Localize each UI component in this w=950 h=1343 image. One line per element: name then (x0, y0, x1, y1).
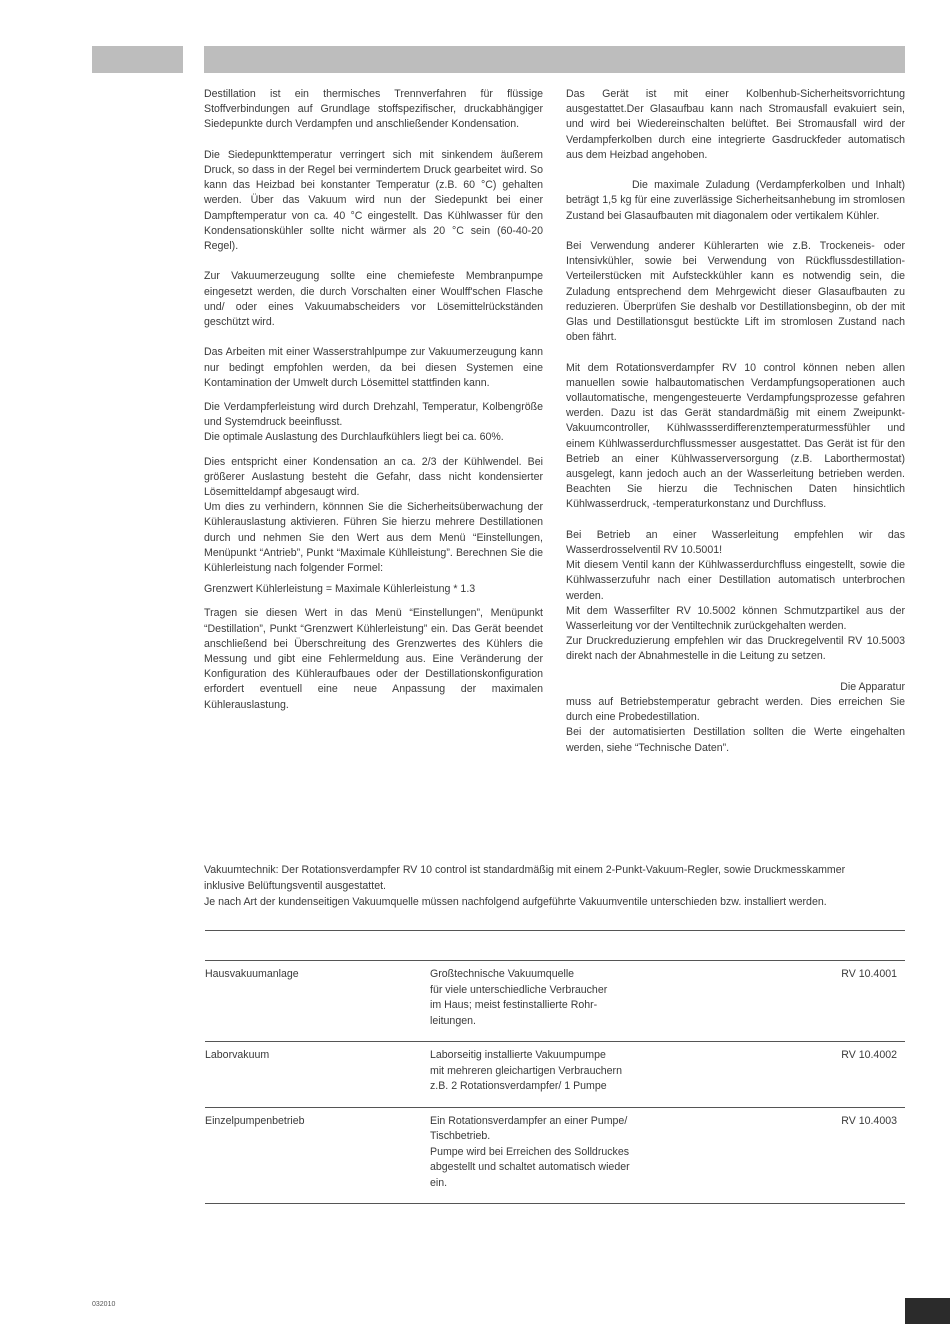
text-ventil: Mit diesem Ventil kann der Kühlwasserdurchfluss eingestellt, sowie die Kühlwasserzufuhr nach einer Destillation automatisch unterbrochen werden. (566, 559, 905, 602)
desc-line: Pumpe wird bei Erreichen des Solldruckes (430, 1145, 630, 1158)
row-description (430, 1114, 660, 1204)
text-kondensation: Dies entspricht einer Kondensation an ca. 2/3 der Kühlwendel. Bei größerer Auslastung besteht die Gefahr, dass nicht kondensierter Lösemitteldampf abgesaugt wird. (204, 455, 543, 499)
paragraph-kolbenhub: Das Gerät ist mit einer Kolbenhub-Sicherheitsvorrichtung ausgestattet.Der Glasaufbau kann nach Stromausfall evakuiert sein, und wird bei Wiedereinschalten belüftet. Bei Stromausfall wird der Verdampferkolben durch eine integrierte Gasdruckfeder automatisch aus dem Heizbad angehoben. (566, 88, 905, 161)
row-code: RV 10.4002 (841, 1049, 897, 1061)
desc-line: Ein Rotationsverdampfer an einer Pumpe/ (430, 1114, 628, 1127)
desc-line: Tischbetrieb. (430, 1130, 491, 1142)
paragraph-kuehlerarten: Bei Verwendung anderer Kühlerarten wie z.B. Trockeneis- oder Intensivkühler, sowie bei Verwendung von Rückflussdestillation-Verteilerstücken mit Aufsteckkühler kann es notwendig sein, die Zuladung entsprechend dem Mehrgewicht dieser Glasaufbauten zu reduzieren. Überprüfen Sie deshalb vor Destillationsbeginn, ob der mit Glas und Destillationsgut bestückte Lift im stromlosen Zustand nach oben fährt. (566, 240, 905, 344)
row-code: RV 10.4001 (841, 968, 897, 980)
text-drosselventil: Bei Betrieb an einer Wasserleitung empfehlen wir das Wasserdrosselventil RV 10.5001! (566, 528, 905, 557)
desc-line: im Haus; meist festinstallierte Rohr- (430, 999, 598, 1011)
desc-line: Großtechnische Vakuumquelle (430, 968, 575, 980)
table-row (205, 1041, 905, 1107)
row-name: Laborvakuum (205, 1049, 270, 1061)
table-row (205, 1107, 905, 1205)
header-bar-left (92, 46, 183, 73)
text-druckregelventil: Zur Druckreduzierung empfehlen wir das Druckregelventil RV 10.5003 direkt nach der Abnahmestelle in die Leitung zu setzen. (566, 635, 905, 663)
intro-line-3: Je nach Art der kundenseitigen Vakuumquelle müssen nachfolgend aufgeführte Vakuumventile unterschieden bzw. installiert werden. (204, 896, 827, 908)
row-name: Hausvakuumanlage (205, 968, 299, 980)
right-text-column (566, 87, 905, 771)
table-row (205, 960, 905, 1041)
desc-line: mit mehreren gleichartigen Verbrauchern (430, 1064, 622, 1077)
paragraph-wasserleitung (566, 528, 905, 665)
paragraph-vakuumerzeugung: Zur Vakuumerzeugung sollte eine chemiefeste Membranpumpe eingesetzt werden, die durch Vorschalten einer Woulff'schen Flasche und/ oder eines Vakuumabscheiders vor Lösemittelrückständen geschützt wird. (204, 270, 543, 329)
row-description (430, 1048, 660, 1107)
paragraph-verdampferleistung (204, 400, 543, 446)
desc-line: z.B. 2 Rotationsverdampfer/ 1 Pumpe (430, 1080, 607, 1092)
desc-line: für viele unterschiedliche Verbraucher (430, 983, 608, 996)
page-number-box (905, 1298, 950, 1324)
row-name: Einzelpumpenbetrieb (205, 1114, 305, 1127)
paragraph-wasserstrahlpumpe: Das Arbeiten mit einer Wasserstrahlpumpe zur Vakuumerzeugung kann nur bedingt empfohlen werden, da bei diesen Systemen eine Kontamination der Umwelt durch Lösemittel stattfinden kann. (204, 346, 543, 389)
paragraph-siedepunkt: Die Siedepunkttemperatur verringert sich mit sinkendem äußerem Druck, so dass in der Regel bei vermindertem Druck gearbeitet wird. So kann das Heizbad bei konstanter Temperatur (z.B. 60 °C) gehalten werden. Über das Vakuum wird nun der Siedepunkt bei einer Dampftemperatur von ca. 40 °C eingestellt. Das Kühlwasser für den Kondensationskühler sollte nicht wärmer als 20 °C sein (60-40-20 Regel). (204, 148, 543, 253)
desc-line: abgestellt und schaltet automatisch wieder (430, 1161, 630, 1173)
vakuumventile-table (205, 960, 905, 1204)
desc-line: Laborseitig installierte Vakuumpumpe (430, 1049, 606, 1061)
paragraph-grenzwert: Tragen sie diesen Wert in das Menü “Einstellungen”, Menüpunkt “Destillation”, Punkt “Grenzwert Kühlerleistung” ein. Das Gerät beendet anschließend bei Überschreitung des Grenzwertes des Kühlers die Messung und gibt eine Fehlermeldung aus. Eine Veränderung der Konfiguration des Kühleraufbaues oder der Destillationskonfiguration erfordert eventuell eine neue Anpassung der maximalen Kühlerauslastung. (204, 607, 543, 711)
table-top-rule (205, 930, 905, 931)
vakuumtechnik-intro (204, 862, 905, 910)
text-auslastung: Die optimale Auslastung des Durchlaufkühlers liegt bei ca. 60%. (204, 431, 504, 444)
left-text-column (204, 87, 543, 728)
text-betriebstemperatur: muss auf Betriebstemperatur gebracht werden. Dies erreichen Sie durch eine Probedestillation. (566, 696, 905, 724)
row-code: RV 10.4003 (841, 1114, 897, 1127)
text-technische-daten: Bei der automatisierten Destillation sollten die Werte eingehalten werden, siehe “Technische Daten”. (566, 726, 905, 754)
text-wasserfilter: Mit dem Wasserfilter RV 10.5002 können Schmutzpartikel aus der Wasserleitung vor der Ventiltechnik zurückgehalten werden. (566, 604, 905, 633)
text-verdampferleistung: Die Verdampferleistung wird durch Drehzahl, Temperatur, Kolbengröße und Systemdruck beeinflusst. (204, 401, 543, 429)
intro-line-1: Vakuumtechnik: Der Rotationsverdampfer RV 10 control ist standardmäßig mit einem 2-Punkt-Vakuum-Regler, sowie Druckmesskammer (204, 864, 846, 876)
paragraph-zuladung (566, 178, 905, 224)
intro-line-2: inklusive Belüftungsventil ausgestattet. (204, 880, 386, 892)
document-code: 032010 (92, 1301, 116, 1308)
formula-kuehlerleistung: Grenzwert Kühlerleistung = Maximale Kühlerleistung * 1.3 (204, 583, 476, 596)
text-apparatur: Die Apparatur (840, 680, 905, 693)
row-description (430, 967, 660, 1041)
text-sicherheitsueberwachung: Um dies zu verhindern, könnnen Sie die Sicherheitsüberwachung der Kühlerauslastung aktivieren. Führen Sie hierzu mehrere Destillationen durch und nehmen Sie den Wert aus dem Menü “Einstellungen, Menüpunkt “Antrieb”, Punkt “Maximale Kühlleistung”. Berechnen Sie die Kühlerleistung nach folgender Formel: (204, 501, 543, 575)
paragraph-destillation: Destillation ist ein thermisches Trennverfahren für flüssige Stoffverbindungen auf Grundlage stoffspezifischer, druckabhängiger Siedepunkte durch Verdampfen und anschließender Kondensation. (204, 88, 543, 131)
paragraph-kondensation (204, 455, 543, 577)
header-bar-right (204, 46, 905, 73)
desc-line: leitungen. (430, 1014, 476, 1027)
paragraph-rv10-control: Mit dem Rotationsverdampfer RV 10 control können neben allen manuellen sowie halbautomatischen Verdampfungsoperationen auch vollautomatische, mengengesteuerte Verdampfungsprozesse gefahren werden. Dazu ist das Gerät standardmäßig mit einem Zweipunkt-Vakuumcontroller, Kühlwassserdifferenztemperaturmessfühler und einem Kühlwasserdurchflussmesser ausgestattet. Das Gerät ist für den Betrieb an einer Kühlwasserversorgung (z.B. Laborthermostat) ausgelegt, kann jedoch auch an der Wasserleitung betrieben werden. Beachten Sie hierzu die Technischen Daten hinsichtlich Kühlwasserdruck, -temperaturkonstanz und Durchfluss. (566, 361, 905, 511)
paragraph-apparatur (566, 680, 905, 756)
desc-line: ein. (430, 1176, 448, 1189)
text-zuladung: Die maximale Zuladung (Verdampferkolben und Inhalt) beträgt 1,5 kg für eine zuverlässige Sicherheitsanhebung im stromlosen Zustand bei Glasaufbauten mit diagonalem oder vertikalem Kühler. (566, 179, 905, 222)
